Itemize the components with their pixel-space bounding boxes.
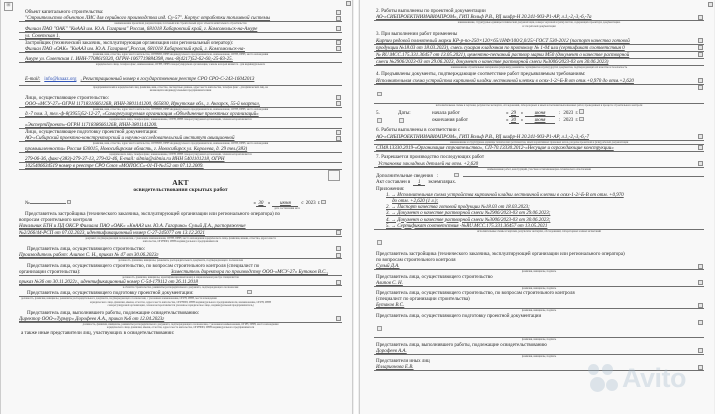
field-email-hint-a: предпринимателей и юридических лиц, фамилия, имя, отчество, паспортные данные, адрес места жительства, телефон факс - для физических лиц, не (93, 85, 268, 89)
rep-developer-hint-b: жительства, ОГРНИП, ИНН индивидуального предпринимателя (142, 240, 219, 244)
attachment-item: 2. → Паспорт качества готовой продукции №18.03 от 18.03.2023; (386, 204, 530, 211)
revision-mark (336, 316, 341, 321)
field-object-value: "Строительство объектов ЛИС для серийного производства изд. Су-57". Корпус отработки топливной системы (25, 15, 271, 22)
signature-builder-value: Алипов С. Н. (376, 279, 403, 286)
signature-others-value: Илларионова Е.В. (376, 364, 414, 371)
act-date-quote-close: » (267, 200, 271, 207)
field-marker (377, 92, 382, 97)
avito-watermark-text: Avito (622, 363, 686, 393)
section-6-hint: наименование и структурные единицы технических регламентов, иных нормативных правовых актов, разделы проектной и (или) рабочей документации (449, 140, 629, 144)
attachment-item: 3. → Документ о качестве растворной смеси №2906/2023-03 от 29.06.2023; (386, 210, 551, 217)
section-7-value: Установка закладных деталей на отм. +2,620 (378, 160, 479, 167)
section-2-value: АО-«СИБПРОЕКТНИИАВИАПРОМ», ГИП Вольф Р.В., РД шифр-Н 20.241-903-Р1-АР, л.1,-2,-3,-6,-7а (376, 14, 592, 21)
attachment-item: 4. → Документ о качестве растворной смеси №3006/2023-03 от 30.06.2023; (386, 216, 551, 223)
section-3-hint: наименование строительных материалов (изделий), реквизиты сертификатов и (или) других документов, подтверждающих их качество и безопасность (450, 65, 628, 69)
start-date-year-suffix: г. (575, 109, 579, 116)
field-marker (377, 118, 382, 123)
revision-mark (336, 130, 341, 135)
attachment-item: 5. → Сертификат соответствия -№RU.МСС.175.331.36457 от 13.05.2021 (386, 222, 548, 229)
field-email-label: E-mail: (25, 75, 41, 82)
field-marker (399, 118, 404, 123)
start-date-year[interactable]: 2023 (563, 109, 574, 116)
start-date-day[interactable]: 29 (509, 110, 519, 117)
field-builder-hint-a: фамилия, имя, отчество, адрес места жительства, ОГРНИП, ИНН индивидуального предпринимателя, наименование, ОГРН, ИНН, место нахождения (92, 107, 269, 111)
rep-designer-label: Представитель лица, осуществляющего подготовку проектной документации: (27, 290, 194, 297)
field-builder-value-a: ООО-«МСУ-27»-ОГРН 1171831666126В, ИНН-3801141200, 665830, Иркутская обл., г. Ангарск, 55-й квартал, (25, 100, 260, 107)
revision-mark (698, 85, 703, 90)
signature-control-label-a: Представитель лица, осуществляющего строительство, по вопросам строительного контроля (376, 290, 575, 297)
extra-info-input[interactable] (463, 171, 704, 177)
field-builder-hint-b: юридического лица, телефон факс, наименование, ОГРН, ИНН саморегулируемой организации, членом которой является (109, 118, 252, 122)
field-email-value[interactable]: info@knaaz.org (44, 75, 77, 82)
field-developer-hint-a: фамилия, имя, отчество, адрес места жительства, ОГРНИП, ИНН индивидуального предпринимателя, наименование, ОГРН, ИНН, место нахождения (92, 52, 269, 56)
page-title: АКТ (172, 178, 189, 188)
revision-mark (698, 365, 703, 370)
field-object-address-b: ул. Советская 1. (25, 32, 60, 39)
rep-performer-hint-a: должность, фамилия, инициалы, реквизиты распорядительного документа, подтверждающего полномочия, с указанием наименования, ОГРН, ИНН, места нахождения (82, 322, 279, 326)
rep-performer-label: Представитель лица, выполнившего работы, подлежащие освидетельствованию: (27, 309, 200, 316)
revision-mark (708, 2, 713, 7)
field-marker (247, 290, 252, 295)
field-developer-value-a: Филиал ПАО «ОАК» "КнААЗ им. Ю.А. Гагарина",Россия, 681018 Хабаровский край, г. Комсомольск-на- (25, 45, 245, 52)
rep-designer-hint-c: саморегулируемой организации, членом которой является указанное юридическое лицо, индивидуальный предприниматель) (107, 304, 254, 308)
start-date-month[interactable]: июня (525, 110, 555, 117)
field-marker (377, 240, 382, 245)
field-object-hint: наименование проектной документации, почтовый или строительный адрес объекта капитального строительства (114, 22, 247, 26)
field-designer-hint-a: фамилия, имя, отчество, адрес места жительства, ОГРНИП, ИНН индивидуального предпринимателя, наименование, ОГРН, ИНН, место нахождения (92, 142, 269, 146)
signature-control-label-b: (специалист по организации строительства) (376, 296, 470, 303)
signature-developer-hint: фамилия, инициалы, подпись (521, 270, 557, 274)
rep-designer-hint-b: юридического лица, фамилии, имени, отчества, адреса места жительства, ОГРНИП, ИНН индивидуального предпринимателя, наименование, ОГРН, ИНН (90, 300, 271, 304)
copies-label-a: Акт составлен в (376, 179, 411, 186)
signature-control-hint: фамилия, инициалы, подпись (521, 309, 557, 313)
section-2-hint-a: наименование, структурные единицы технической документации, номера чертежей и (или) листов, содержащих проектную документацию (457, 21, 621, 25)
page-subtitle: освидетельствования скрытых работ (133, 187, 228, 194)
revision-mark (336, 26, 341, 31)
signature-others-label: Представители иных лиц (376, 358, 430, 365)
attachments-hint: исполнительные схемы и чертежи, результаты экспертиз, обследований, лабораторных и иных испытаний (477, 229, 601, 233)
revision-mark (336, 40, 341, 45)
field-designer-value-b: промышленности» Россия 630015, Новосибирская область, г. Новосибирск ул. Королева, д. 29 тел.(383) (25, 145, 248, 152)
field-rule (374, 370, 704, 371)
revision-mark (336, 101, 341, 106)
field-designer-value-c: 279-06-36, факс-(383)-279-37-13, 279-02-46, E-mail: sibnia@sibnia.ru ИНН 5401101218, ОГРН (25, 156, 225, 163)
revision-mark (698, 134, 703, 139)
page-corner-box (328, 170, 340, 181)
field-email-hint-b: являющихся индивидуальными предпринимателями (149, 89, 212, 93)
rep-control-value-b: приказ №36 от 30.11.2022г., идентификационный номер С-54-179112 от 26.11.2018 (19, 279, 198, 286)
act-date-quote: « (253, 200, 256, 207)
signature-developer-label-b: по вопросам строительного контроля (376, 257, 456, 264)
section-3-value-c: № RU.МСС.175.331.36457 от 13.05.2021), цементно-песчаный раствор марки М50 (документ о качестве растворной (376, 51, 630, 58)
end-date-month[interactable]: июня (525, 117, 555, 124)
revision-mark (698, 303, 703, 308)
attachments-label: Приложения: (376, 186, 405, 193)
field-designer-label: Лицо, осуществляющее подготовку проектной документации: (25, 129, 158, 136)
section-3-value-d: смеси №2906/2023-03 от 29.06.2023, документ о качестве растворной смеси №3006/2023-03 от 30.06.2023) (376, 58, 609, 65)
act-date-hint: дата составления акта (274, 207, 300, 211)
act-date-year[interactable]: 2023 (305, 200, 316, 207)
field-designer-value-a: АО-«Сибирский проектно-конструкторский и научно-исследовательский институт авиационной (25, 135, 235, 142)
signature-performer-value: Дорофеев А.А. (376, 347, 407, 354)
field-marker (377, 326, 382, 331)
signature-developer-label-a: Представитель застройщика (технического заказчика, эксплуатирующей организации или регионального оператора) (376, 251, 625, 258)
revision-mark (698, 161, 703, 166)
rep-control-hint-b: в области строительства, реквизиты распорядительного документа, подтверждающего полномочия (122, 286, 239, 290)
document-page-2[interactable]: 2. Работы выполнены по проектной документации АО-«СИБПРОЕКТНИИАВИАПРОМ», ГИП Вольф Р.В., РД шифр-Н 20.241-903-Р1-АР, л.1,-2,-3,-6,-7а наименование, структурные единицы технической документации, номера чертежей и (или) листов, содержащих проектную документацию и эти рабочей документации 3. При выполнении работ применены Кирпич рядовой полнотелый марки КР-р-по-250×120×65/1НФ/100/2,0/25/-ГОСТ 530-2012 (паспорт качества готовой продукции №18.03 от 18.03.2023), смесь сухарая кладочная по протоколу № 1-04 или (сертификат соответствия 0 № RU.МСС.175.331.36457 от 13.05.2021), цементно-песчаный раствор марки М50 (документ о качестве растворной смеси №2906/2023-03 от 29.06.2023, документ о качестве растворной смеси №3006/2023-03 от 30.06.2023) наименование строительных материалов (изделий), реквизиты сертификатов и (или) других документов, подтверждающих их качество и безопасность 4. Предъявлены документы, подтверждающие соответствие работ предъявляемым требованиям: Исполнительная схема устройства кирпичной кладки лестничной клетки в осях-1-2/-Б-В от отм.+0,970 до отм.+2,620 исполнительные схемы и чертежи, результаты экспертиз, обследований, лабораторных и иных испытаний выполненных работ, проведенных в процессе строительного контроля 5. Даты: начала работ « 29 » июня : 2023 г. окончания работ « 30 » июня : 2023 г. 6. Работы выполнены в соответствии с АО-«СИБПРОЕКТНИИАВИАПРОМ», ГИП Вольф Р.В., РД шифр-Н 20.241-903-Р1-АР, л.1,-2,-3,-6,-7 наименование и структурные единицы технических регламентов, иных нормативных правовых актов, разделы проектной и (или) рабочей документации СП48.13330.2019-«Организация строительства», СП-70.13330.2012-«Несущие и ограждающие конструкции» 7. Разрешается производство последующих работ Установка закладных деталей на отм. +2,620 наименование работ, конструкций, участков сетей инженерно-технического обеспечения Дополнительные сведения : Акт составлен в 1 экземплярах. Приложения: 1. → Исполнительная схема устройства кирпичной кладки лестничной клетки в осях-1-2/-Б-В от отм. +0,970 до отм. +2,620 (1 л.); 2. → Паспорт качества готовой продукции №18.03 от 18.03.2023; 3. → Документ о качестве растворной смеси №2906/2023-03 от 29.06.2023; 4. → Документ о качестве растворной смеси №3006/2023-03 от 30.06.2023; 5. → Сертификат соответствия -№RU.МСС.175.331.36457 от 13.05.2021 исполнительные схемы и чертежи, результаты экспертиз, обследований, лабораторных и иных испытаний Представитель застройщика (технического заказчика, эксплуатирующей организации или регионального оператора) по вопросам строительного контроля Сулый Д.А. фамилия, инициалы, подпись Представитель лица, осуществляющего строительство Алипов С. Н. фамилия, инициалы, подпись Представитель лица, осуществляющего строительство, по вопросам строительного контроля (специалист по организации строительства) Бутаков В.С. фамилия, инициалы, подпись Представитель лица, осуществляющего подготовку проектной документации фамилия, инициалы, подпись Представитель лица, выполнившего работы, подлежащие освидетельствованию Дорофеев А.А. фамилия, инициалы, подпись Представители иных лиц Илларионова Е.В. (359, 0, 714, 414)
act-number-input[interactable] (30, 198, 66, 204)
revision-mark (698, 52, 703, 57)
section-4-value: Исполнительная схема устройства кирпичной кладки лестничной клетки в осях-1-2/-Б-В от отм.+0,970 до отм.+2,620 (376, 77, 634, 84)
revision-mark (698, 15, 703, 20)
section-3-value-b: продукции №18.03 от 18.03.2023), смесь сухарая кладочная по протоколу № 1-04 или (сертификат соответствия 0 (376, 44, 625, 51)
field-object-address-a: Филиал ПАО "ОАК" "КнААЗ им. Ю.А. Гагарина" Россия, 681018 Хабаровский край, г. Комсомольск-на-Амуре (25, 25, 258, 32)
section-4-heading: 4. Предъявлены документы, подтверждающие соответствие работ предъявляемым требованиям: (376, 71, 586, 78)
signature-builder-hint: фамилия, инициалы, подпись (521, 286, 557, 290)
field-marker (579, 117, 584, 122)
rep-control-label-b: организации строительства): (19, 268, 81, 275)
rep-developer-value-a: Начальник БТН и ПД ОКСР Филиала ПАО «ОАК» «КнААЗ им. Ю.А. Гагарина» Сулый Д.А., распоряжение (19, 222, 246, 229)
end-date-year-suffix: г. (575, 117, 579, 124)
rep-control-value-a: Заместитель директора по производству ООО-«МСУ-27» Бутаков В.С., (170, 268, 328, 275)
revision-mark (698, 78, 703, 83)
end-date-year[interactable]: 2023 (563, 117, 574, 124)
section-6-value-a: АО-«СИБПРОЕКТНИИАВИАПРОМ», ГИП Вольф Р.В., РД шифр-Н 20.241-903-Р1-АР, л.1,-2,-3,-6,-7 (376, 133, 590, 140)
field-designer-hint-b: юридического лица, телефон факс, наименование, ОГРН, ИНН саморегулируемой организации, членом которой является (109, 152, 252, 156)
signature-performer-label: Представитель лица, выполнившего работы, подлежащие освидетельствованию (376, 341, 547, 348)
revision-mark (336, 10, 341, 15)
section-5-label: Даты: (398, 109, 411, 116)
rep-builder-value: Производитель работ: Алипов С. Н., приказ № 47 от 30.06.2023г (19, 252, 159, 259)
field-marker (321, 200, 326, 205)
field-builder-value-c: «ЭкспертПроект»-ОГРН 1171838666126В, ИНН-3801141200. (25, 121, 158, 128)
rep-control-label-a: Представитель лица, осуществляющего строительство, по вопросам строительного контроля (специалист по (27, 262, 260, 269)
rep-others-label: а также иные представители лиц, участвующих в освидетельствовании: (21, 329, 175, 336)
signature-designer-label: Представитель лица, осуществляющего подготовку проектной документации (376, 312, 542, 319)
attachment-item: до отм. +2,620 (1 л.); (392, 198, 439, 205)
section-2-hint-b: и эти рабочей документации (522, 24, 556, 28)
section-2-heading: 2. Работы выполнены по проектной документации (376, 8, 486, 14)
field-builder-label: Лицо, осуществляющее строительство: (25, 94, 110, 101)
field-object-label: Объект капитального строительства: (25, 9, 104, 15)
signature-developer-value: Сулый Д.А. (376, 263, 400, 270)
field-marker (579, 109, 584, 114)
document-page-1[interactable]: ⊞ Объект капитального строительства: "Строительство объектов ЛИС для серийного производства изд. Су-57". Корпус отработки топливной системы наименование проектной документации, почтовый или строительный адрес объекта капитального строительства Филиал ПАО "ОАК" "КнААЗ им. Ю.А. Гагарина" Россия, 681018 Хабаровский край, г. Комсомольск-на-Амуре ул. Советская 1. Застройщик (технический заказчик, эксплуатирующая организация или региональный оператор): Филиал ПАО «ОАК» "КнААЗ им. Ю.А. Гагарина",Россия, 681018 Хабаровский край, г. Комсомольск-на- фамилия, имя, отчество, адрес места жительства, ОГРНИП, ИНН индивидуального предпринимателя, наименование, ОГРН, ИНН, место нахождения Амуре ул. Советская 1. ИНН-7708619320, ОГРН-1067719884398, тел.-8(4217)52-62-60,-25-83-25. юридического лица, телефон факс, наименование, ОГРН, ИНН саморегулируемой организации, членом которой является - для индивидуального E-mail: info@knaaz.org , Регистрационный номер в государственном реестре СРО СРО-С-243-16042013 предпринимателей и юридических лиц, фамилия, имя, отчество, паспортные данные, адрес места жительства, телефон факс - для физических лиц, не являющихся индивидуальными предпринимателями Лицо, осуществляющее строительство: ООО-«МСУ-27»-ОГРН 1171831666126В, ИНН-3801141200, 665830, Иркутская обл., г. Ангарск, 55-й квартал, фамилия, имя, отчество, адрес места жительства, ОГРНИП, ИНН индивидуального предпринимателя, наименование, ОГРН, ИНН, место нахождения д.-7 пом. 3, тел.-ф-8(3955)52-12-27, «Саморегулируемая организация «Объединение проектных организаций» юридического лица, телефон факс, наименование, ОГРН, ИНН саморегулируемой организации, членом которой является «ЭкспертПроект»-ОГРН 1171838666126В, ИНН-3801141200. Лицо, осуществляющее подготовку проектной документации: АО-«Сибирский проектно-конструкторский и научно-исследовательский институт авиационной фамилия, имя, отчество, адрес места жительства, ОГРНИП, ИНН индивидуального предпринимателя, наименование, ОГРН, ИНН, место нахождения промышленности» Россия 630015, Новосибирская область, г. Новосибирск ул. Королева, д. 29 тел.(383) юридического лица, телефон факс, наименование, ОГРН, ИНН саморегулируемой организации, членом которой является 279-06-36, факс-(383)-279-37-13, 279-02-46, E-mail: sibnia@sibnia.ru ИНН 5401101218, ОГРН 1025406634519 номер в реестре СРО Союз «МОПОСС»-01-П-№152 от 07.12.2009. АКТ освидетельствования скрытых работ № « 30 » июня с 2023 г. дата составления акта Представитель застройщика (технического заказчика, эксплуатирующей организации или регионального оператора) по вопросам строительного контроля Начальник БТН и ПД ОКСР Филиала ПАО «ОАК» «КнААЗ им. Ю.А. Гагарина» Сулый Д.А., распоряжение №2/266/44-РСП от 07.02.2023, идентификационный номер С-27-245077 от 13.12.2021 документ, подтверждающий полномочия, с указанием наименования, ОГРН, ИНН, места нахождения юридического лица, фамилии, имени, отчества, адреса места жительства, ОГРНИП, ИНН индивидуального предпринимателя Представитель лица, осуществляющего строительство: Производитель работ: Алипов С. Н., приказ № 47 от 30.06.2023г должность, фамилия, инициалы, реквизиты распорядительного документа, подтверждающего полномочия Представитель лица, осуществляющего строительство, по вопросам строительного контроля (специалист по организации строительства): Заместитель директора по производству ООО-«МСУ-27» Бутаков В.С., должность, фамилия, инициалы, идентификационный номер в национальном реестре специалистов приказ №36 от 30.11.2022г., идентификационный номер С-54-179112 от 26.11.2018 в области строительства, реквизиты распорядительного документа, подтверждающего полномочия Представитель лица, осуществляющего подготовку проектной документации: должность, фамилия, инициалы, реквизиты распорядительного документа, подтверждающего полномочия, с указанием наименования, ОГРН, ИНН, места нахождения юридического лица, фамилии, имени, отчества, адреса места жительства, ОГРНИП, ИНН индивидуального предпринимателя, наименование, ОГРН, ИНН саморегулируемой организации, членом которой является указанное юридическое лицо, индивидуальный предприниматель) Представитель лица, выполнившего работы, подлежащие освидетельствованию: Директор ООО-«Турмур» Дорофеев А.А., приказ №6 от 12.04.2023г должность, фамилия, инициалы, реквизиты распорядительного документа, подтверждающего полномочия, с указанием наименования, ОГРН, ИНН, места нахождения юридического лица, фамилии, имени, отчества, адреса места жительства, ОГРНИП, ИНН индивидуального предпринимателя а также иные представители лиц, участвующих в освидетельствовании: (0, 0, 353, 414)
rep-developer-label-a: Представитель застройщика (технического заказчика, эксплуатирующей организации или регионального оператора) по (25, 210, 281, 217)
field-marker (454, 173, 459, 178)
revision-mark (336, 280, 341, 285)
section-4-hint: исполнительные схемы и чертежи, результаты экспертиз, обследований, лабораторных и иных испытаний выполненных работ, проведенных в процессе строительного контроля (435, 103, 643, 107)
rep-developer-value-b: №2/266/44-РСП от 07.02.2023, идентификационный номер С-27-245077 от 13.12.2021 (19, 229, 205, 236)
signature-control-value: Бутаков В.С. (376, 302, 405, 309)
revision-mark (698, 280, 703, 285)
end-date-label: окончания работ (432, 117, 469, 124)
revision-mark (336, 230, 341, 235)
field-builder-value-b: д.-7 пом. 3, тел.-ф-8(3955)52-12-27, «Саморегулируемая организация «Объединение проектных организаций» (25, 111, 259, 118)
revision-mark (698, 38, 703, 43)
rep-developer-hint-a: документ, подтверждающий полномочия, с указанием наименования, ОГРН, ИНН, места нахождения юридического лица, фамилии, имени, отчества, адреса места (85, 236, 276, 240)
field-developer-hint-b: юридического лица, телефон факс, наименование, ОГРН, ИНН саморегулируемой организации, членом которой является - для индивидуального (95, 63, 266, 67)
rep-developer-label-b: вопросам строительного контроля (19, 216, 93, 223)
field-marker (67, 200, 72, 205)
act-date-day[interactable]: 30 (256, 200, 266, 207)
revision-mark (336, 16, 341, 21)
revision-mark (336, 136, 341, 141)
act-number-label: № (25, 200, 30, 207)
revision-mark (336, 246, 341, 251)
act-date-month[interactable]: июня (272, 200, 298, 207)
section-3-value-a: Кирпич рядовой полнотелый марки КР-р-по-250×120×65/1НФ/100/2,0/25/-ГОСТ 530-2012 (паспорт качества готовой (376, 37, 630, 44)
revision-mark (698, 348, 703, 353)
revision-mark (698, 45, 703, 50)
field-developer-label: Застройщик (технический заказчик, эксплуатирующая организация или региональный оператор): (25, 39, 234, 46)
signature-designer-hint: фамилия, инициалы, подпись (521, 338, 557, 342)
section-6-value-b: СП48.13330.2019-«Организация строительства», СП-70.13330.2012-«Несущие и ограждающие конструкции» (376, 145, 614, 152)
start-date-label: начала работ (432, 109, 460, 116)
section-5-number: 5. (376, 109, 380, 116)
copies-label-b: экземплярах. (428, 179, 457, 186)
revision-mark (336, 46, 341, 51)
section-6-heading: 6. Работы выполнены в соответствии с (376, 127, 461, 134)
end-date-day[interactable]: 30 (509, 117, 519, 124)
field-sro-registry: , Регистрационный номер в государственном реестре СРО СРО-С-243-16042013 (80, 75, 255, 82)
rep-builder-label: Представитель лица, осуществляющего строительство: (27, 245, 146, 252)
revision-mark (336, 253, 341, 258)
rep-builder-hint: должность, фамилия, инициалы, реквизиты распорядительного документа, подтверждающего полномочия (118, 259, 243, 263)
copies-count[interactable]: 1 (413, 179, 425, 186)
rep-designer-hint-a: должность, фамилия, инициалы, реквизиты распорядительного документа, подтверждающего полномочия, с указанием наименования, ОГРН, ИНН, места нахождения (21, 297, 217, 301)
revision-mark (336, 95, 341, 100)
revision-mark (698, 264, 703, 269)
rep-performer-hint-b: юридического лица, фамилии, имени, отчества, адреса места жительства, ОГРНИП, ИНН индивидуального предпринимателя (106, 326, 255, 330)
crop-mark-icon: ⊞ (4, 2, 13, 11)
act-date-year-suffix: г. (317, 200, 321, 207)
rep-performer-value: Директор ООО-«Турмур» Дорофеев А.А., приказ №6 от 12.04.2023г (19, 315, 165, 322)
field-developer-value-b: Амуре ул. Советская 1. ИНН-7708619320, ОГРН-1067719884398, тел.-8(4217)52-62-60,-25-83-25. (25, 56, 233, 63)
rep-control-hint-a: должность, фамилия, инициалы, идентификационный номер в национальном реестре специалистов (122, 275, 239, 279)
section-7-hint: наименование работ, конструкций, участков сетей инженерно-технического обеспечения (487, 167, 591, 171)
signature-builder-label: Представитель лица, осуществляющего строительство (376, 273, 493, 280)
extra-info-label: Дополнительные сведения (376, 173, 433, 180)
signature-performer-hint: фамилия, инициалы, подпись (521, 354, 557, 358)
attachments-list (374, 192, 704, 228)
section-3-heading: 3. При выполнении работ применены (376, 31, 458, 38)
revision-mark (346, 1, 351, 6)
attachment-item: 1. → Исполнительная схема устройства кирпичной кладки лестничной клетки в осях-1-2/-Б-В от отм. +0,970 (386, 192, 624, 199)
revision-mark (698, 320, 703, 325)
section-7-heading: 7. Разрешается производство последующих работ (376, 154, 485, 161)
field-designer-value-d: 1025406634519 номер в реестре СРО Союз «МОПОСС»-01-П-№152 от 07.12.2009. (25, 163, 204, 170)
